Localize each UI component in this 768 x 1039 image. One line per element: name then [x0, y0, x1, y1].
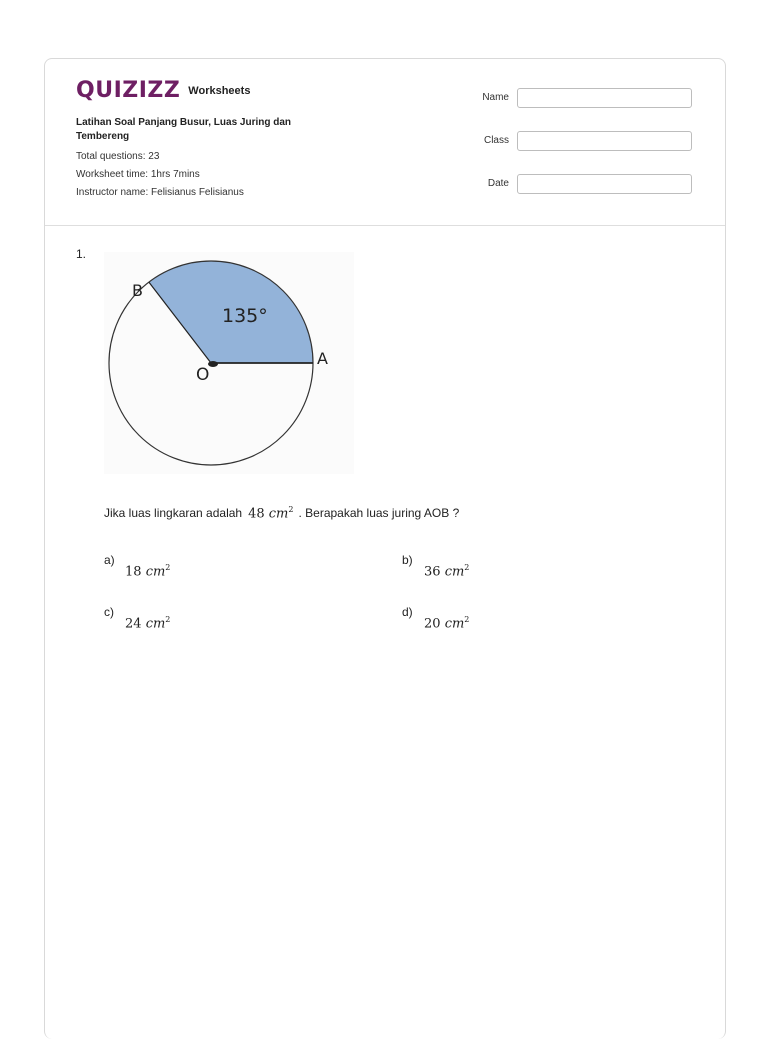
option-c-unit: cm — [145, 616, 166, 632]
question-number: 1. — [76, 247, 87, 261]
math-value: 48 — [248, 506, 265, 522]
math-exponent: 2 — [288, 505, 294, 514]
worksheet-time: Worksheet time: 1hrs 7mins — [76, 169, 200, 180]
option-a-value[interactable] — [125, 563, 170, 579]
class-label: Class — [483, 135, 509, 146]
total-questions: Total questions: 23 — [76, 151, 160, 162]
point-b-label: B — [132, 281, 143, 300]
quizizz-logo: QUIZIZZ — [76, 78, 181, 103]
option-b-exponent: 2 — [464, 563, 470, 572]
worksheet-title: Latihan Soal Panjang Busur, Luas Juring dan Tembereng — [76, 117, 292, 142]
question-text-after: . Berapakah luas juring AOB ? — [298, 506, 460, 521]
option-d-value[interactable] — [424, 615, 469, 631]
option-b-value[interactable] — [424, 563, 469, 579]
option-a-label: a) — [104, 553, 115, 567]
option-c-value[interactable] — [125, 615, 170, 631]
option-a-exponent: 2 — [165, 563, 171, 572]
brand-subtitle: Worksheets — [188, 84, 251, 97]
date-field[interactable] — [517, 174, 692, 194]
option-a-number: 18 — [125, 564, 142, 580]
worksheet-header — [45, 59, 725, 226]
option-d-label: d) — [402, 605, 413, 619]
angle-label: 135° — [222, 305, 268, 327]
brand — [76, 78, 250, 103]
date-label: Date — [487, 178, 509, 189]
option-d-unit: cm — [444, 616, 465, 632]
option-c-label: c) — [104, 605, 114, 619]
option-d-number: 20 — [424, 616, 441, 632]
center-point — [208, 361, 218, 367]
option-d-exponent: 2 — [464, 615, 470, 624]
point-a-label: A — [317, 349, 328, 368]
option-b-number: 36 — [424, 564, 441, 580]
option-c-exponent: 2 — [165, 615, 171, 624]
name-label: Name — [482, 92, 509, 103]
circle-sector-figure — [104, 252, 354, 474]
option-b-label: b) — [402, 553, 413, 567]
question-text — [104, 505, 459, 521]
option-b-unit: cm — [444, 564, 465, 580]
class-field[interactable] — [517, 131, 692, 151]
worksheet-page — [44, 58, 726, 1039]
question-text-before: Jika luas lingkaran adalah — [104, 506, 243, 521]
option-a-unit: cm — [145, 564, 166, 580]
point-o-label: O — [196, 365, 210, 385]
name-field[interactable] — [517, 88, 692, 108]
question-math — [248, 505, 293, 521]
math-unit: cm — [268, 506, 289, 522]
instructor-name: Instructor name: Felisianus Felisianus — [76, 187, 244, 198]
option-c-number: 24 — [125, 616, 142, 632]
